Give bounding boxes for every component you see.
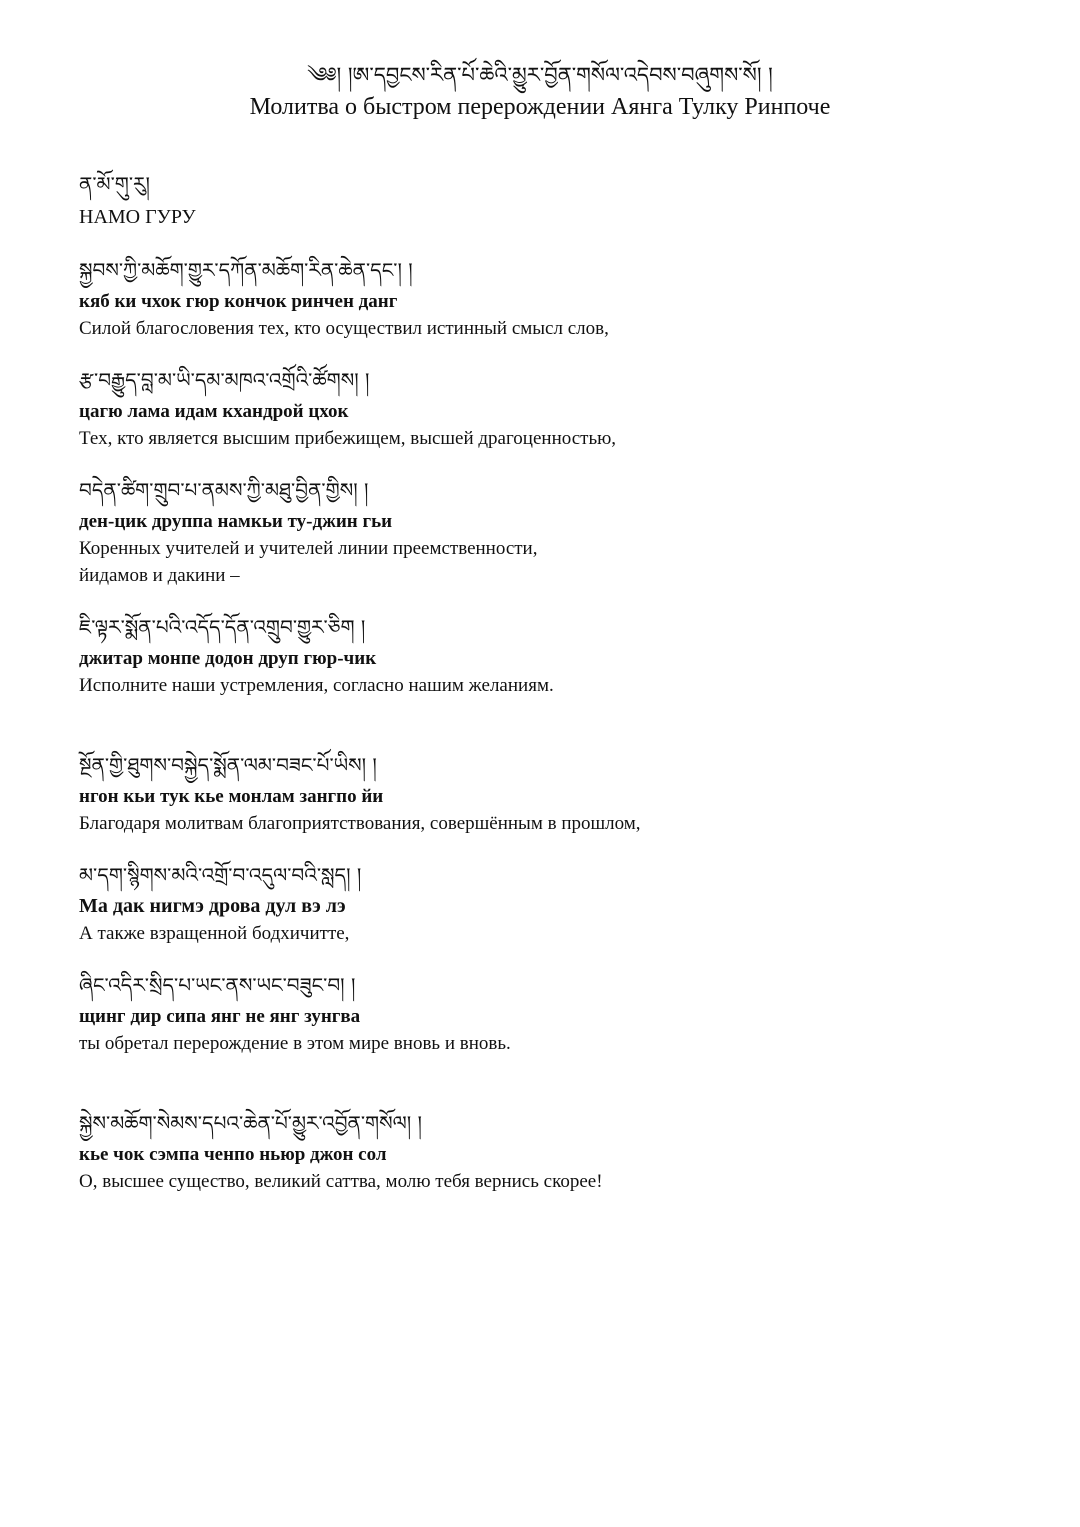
verse-line: [79, 747, 1039, 837]
title-block: [0, 60, 1080, 122]
verse-transliteration: ден-цик друппа намкьи ту-джин гьи: [79, 511, 393, 532]
verse-translation: Благодаря молитвам благоприятствования, совершённым в прошлом,: [79, 813, 641, 834]
verse-line: [79, 362, 1039, 452]
verse-line: [79, 1105, 1039, 1195]
verse-transliteration: джитар монпе додон друп гюр-чик: [79, 648, 377, 669]
verse-tibetan: སྐྱེས་མཆོག་སེམས་དཔའ་ཆེན་པོ་མྱུར་འབྱོན་གསོལ། །: [79, 1111, 422, 1135]
verse-transliteration: щинг дир сипа янг не янг зунгва: [79, 1006, 361, 1027]
verse-line: [79, 967, 1039, 1057]
invocation-tibetan: ན་མོ་གུ་རུ།: [79, 172, 150, 196]
verse-translation: А также взращенной бодхичитте,: [79, 923, 350, 944]
verse-tibetan: སྐྱབས་ཀྱི་མཆོག་གྱུར་དཀོན་མཆོག་རིན་ཆེན་དང་། །: [79, 258, 413, 282]
verse-transliteration: кяб ки чхок гюр кончок ринчен данг: [79, 291, 398, 312]
verse-translation: О, высшее существо, великий саттва, молю тебя вернись скорее!: [79, 1171, 603, 1192]
verse-tibetan: ཇི་ལྟར་སྨོན་པའི་འདོད་དོན་འགྲུབ་གྱུར་ཅིག །: [79, 615, 366, 639]
title-russian: Молитва о быстром перерождении Аянга Тулку Ринпоче: [249, 94, 831, 120]
verse-tibetan: མ་དག་སྙིགས་མའི་འགྲོ་བ་འདུལ་བའི་སླད། །: [79, 863, 362, 887]
verse-line: [79, 609, 1039, 699]
verse-line: [79, 252, 1039, 342]
verse-tibetan: བདེན་ཚིག་གྲུབ་པ་ནམས་ཀྱི་མཐུ་བྱིན་གྱིས། །: [79, 478, 369, 502]
verse-translation: Коренных учителей и учителей линии преемственности,: [79, 538, 538, 559]
prayer-body: [79, 166, 1039, 1215]
verse-tibetan: རྩ་བརྒྱུད་བླ་མ་ཡི་དམ་མཁའ་འགྲོའི་ཚོགས། །: [79, 368, 370, 392]
verse-tibetan: སྔོན་གྱི་ཐུགས་བསྐྱེད་སྨོན་ལམ་བཟང་པོ་ཡིས། །: [79, 753, 377, 777]
verse-transliteration: нгон кьи тук кье монлам зангпо йи: [79, 786, 384, 807]
verse-transliteration: Ма дак нигмэ дрова дул вэ лэ: [79, 895, 346, 917]
verse-line: [79, 857, 1039, 947]
verse-tibetan: ཞིང་འདིར་སྲིད་པ་ཡང་ནས་ཡང་བཟུང་བ། །: [79, 973, 356, 997]
verse-translation-continued: йидамов и дакини –: [79, 565, 240, 586]
invocation: [79, 166, 1039, 232]
verse-line: [79, 472, 1039, 589]
invocation-russian: НАМО ГУРУ: [79, 206, 196, 228]
verse-transliteration: кье чок сэмпа ченпо ньюр джон сол: [79, 1144, 387, 1165]
verse-translation: Исполните наши устремления, согласно нашим желаниям.: [79, 675, 554, 696]
verse-transliteration: цагю лама идам кхандрой цхок: [79, 401, 349, 422]
title-tibetan: ༄༅། །ཨ་དབྱངས་རིན་པོ་ཆེའི་མྱུར་བྱོན་གསོལ་འདེབས་བཞུགས་སོ། །: [307, 63, 773, 87]
verse-translation: ты обретал перерождение в этом мире вновь и вновь.: [79, 1033, 511, 1054]
verse-translation: Тех, кто является высшим прибежищем, высшей драгоценностью,: [79, 428, 617, 449]
verse-translation: Силой благословения тех, кто осуществил истинный смысл слов,: [79, 318, 609, 339]
